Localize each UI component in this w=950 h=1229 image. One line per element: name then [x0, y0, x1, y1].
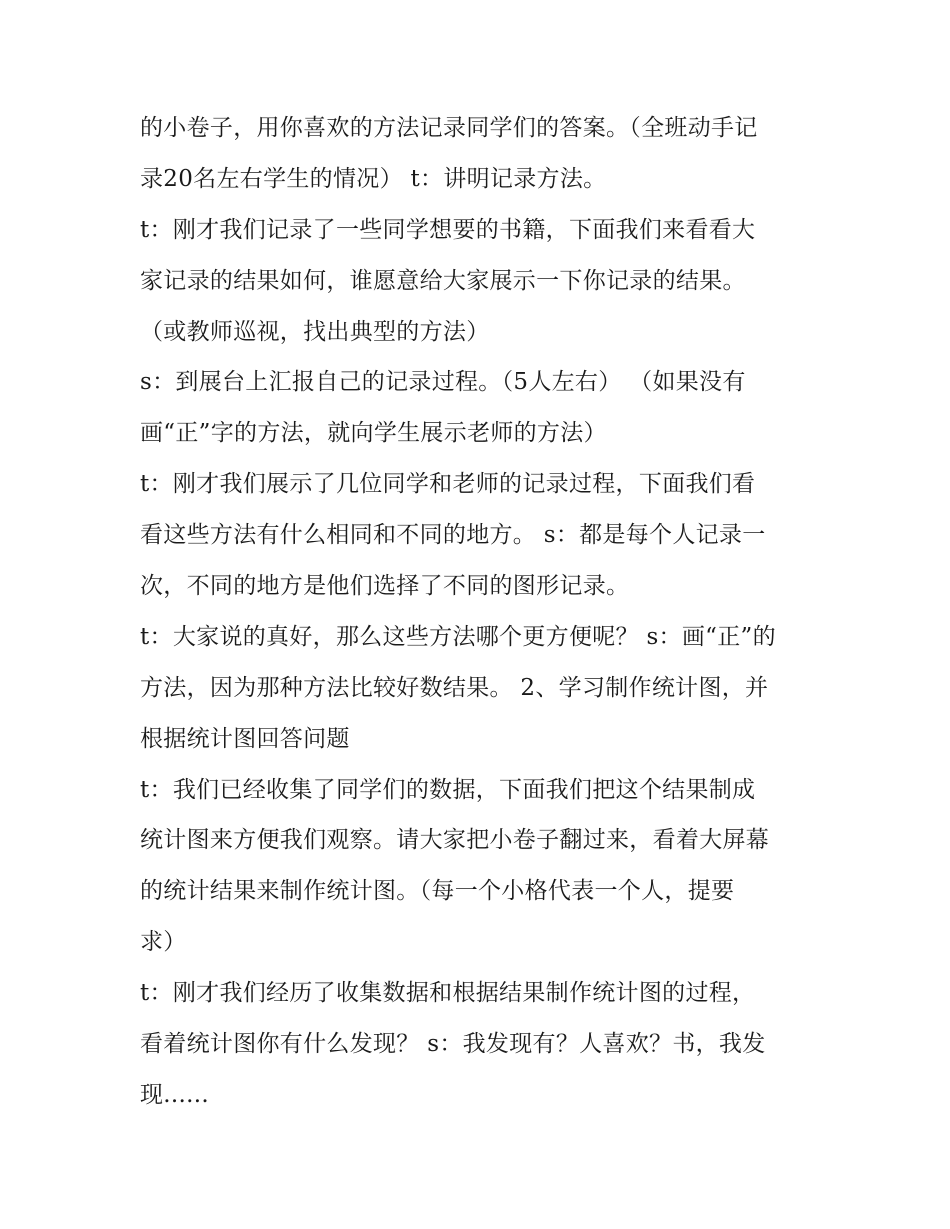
- text-line: 看这些方法有什么相同和不同的地方。 s：都是每个人记录一: [140, 522, 766, 549]
- document-body: [140, 103, 820, 1121]
- text-line: （或教师巡视，找出典型的方法）: [140, 318, 490, 345]
- text-line: t：大家说的真好，那么这些方法哪个更方便呢？ s：画“正”的: [140, 623, 776, 650]
- text-line: 录20名左右学生的情况） t：讲明记录方法。: [140, 165, 607, 192]
- text-line: t：刚才我们记录了一些同学想要的书籍，下面我们来看看大: [140, 216, 756, 243]
- text-line: t：我们已经收集了同学们的数据，下面我们把这个结果制成: [140, 776, 756, 803]
- text-line: 现......: [140, 1081, 209, 1108]
- text-line: 统计图来方便我们观察。请大家把小卷子翻过来，看着大屏幕: [140, 827, 770, 854]
- text-line: 看着统计图你有什么发现？ s：我发现有？人喜欢？书，我发: [140, 1031, 766, 1058]
- text-line: 画“正”字的方法，就向学生展示老师的方法）: [140, 420, 607, 447]
- text-line: s：到展台上汇报自己的记录过程。（5人左右） （如果没有: [140, 369, 746, 396]
- text-line: t：刚才我们展示了几位同学和老师的记录过程，下面我们看: [140, 471, 756, 498]
- text-line: 求）: [140, 929, 187, 956]
- text-line: 次，不同的地方是他们选择了不同的图形记录。: [140, 573, 630, 600]
- text-line: 家记录的结果如何，谁愿意给大家展示一下你记录的结果。: [140, 267, 746, 294]
- text-line: 的小卷子，用你喜欢的方法记录同学们的答案。（全班动手记: [140, 115, 758, 141]
- text-line: 的统计结果来制作统计图。（每一个小格代表一个人，提要: [140, 878, 735, 905]
- text-line: t：刚才我们经历了收集数据和根据结果制作统计图的过程，: [140, 980, 756, 1007]
- text-line: 方法，因为那种方法比较好数结果。 2、学习制作统计图，并: [140, 674, 769, 701]
- text-line: 根据统计图回答问题: [140, 725, 350, 752]
